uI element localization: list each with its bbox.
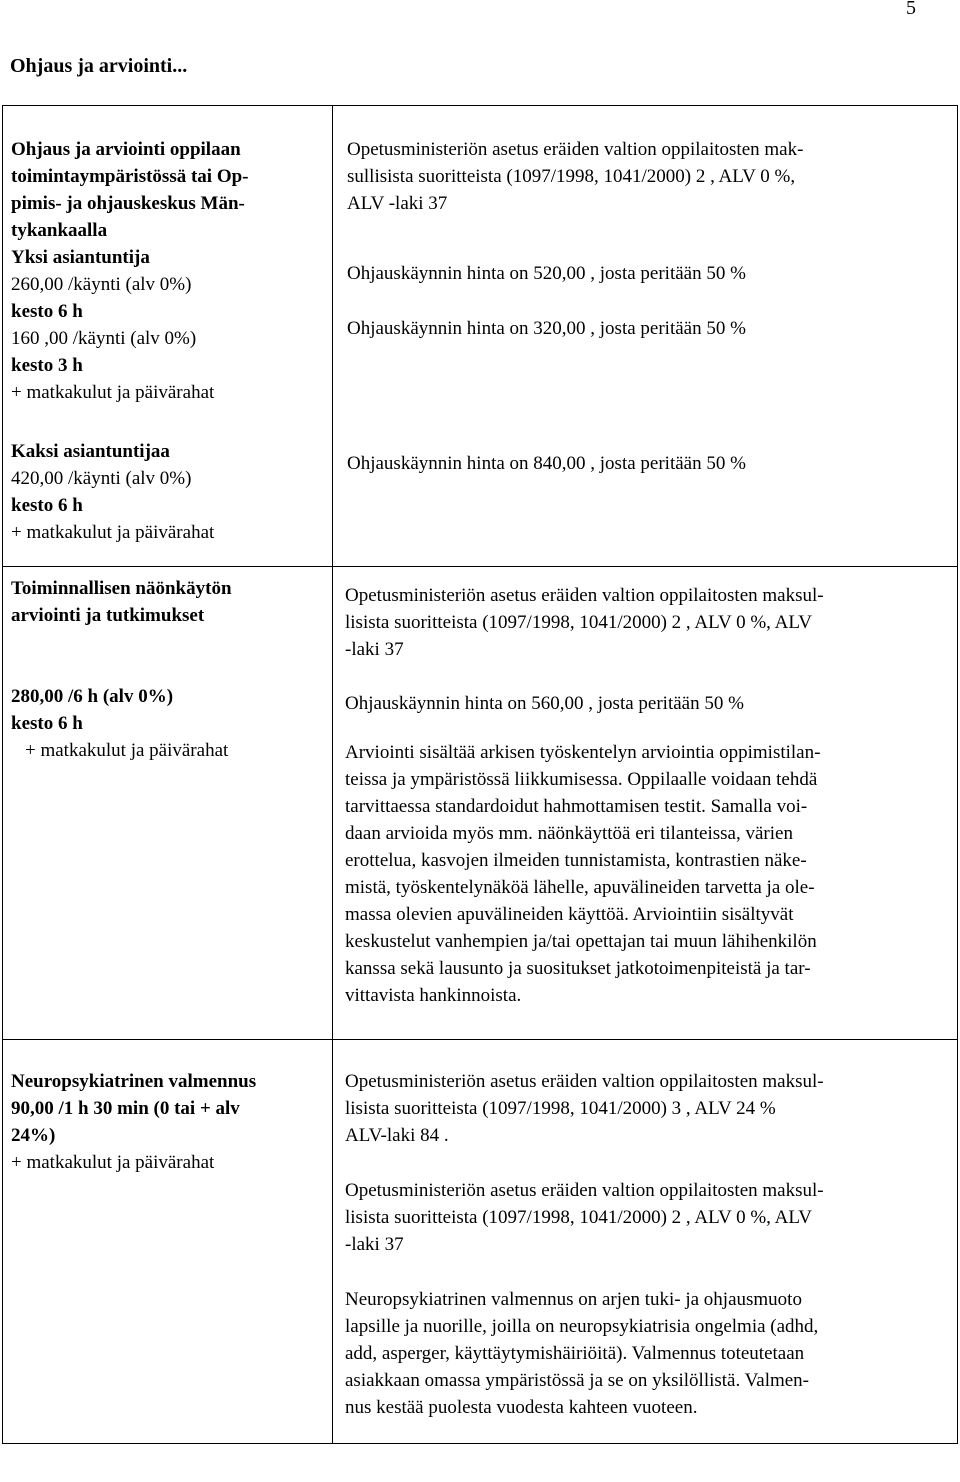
price-note: Ohjauskäynnin hinta on 840,00 , josta peritään 50 % [347,453,746,474]
table-row [3,106,958,567]
one-expert-label: Yksi asiantuntija [11,247,150,268]
price-line: 280,00 /6 h (alv 0%) [11,686,174,707]
decree-line: Opetusministeriön asetus eräiden valtion oppilaitosten maksul- [345,1180,824,1201]
service-price-table [2,105,958,1444]
price-note: Ohjauskäynnin hinta on 560,00 , josta peritään 50 % [345,693,744,714]
description-line: asiakkaan omassa ympäristössä ja se on yksilöllistä. Valmen- [345,1370,810,1391]
info-cell-neuropsychiatric [333,1040,958,1444]
title-line: toimintaympäristössä tai Op- [11,166,249,187]
description-line: keskustelut vanhempien ja/tai opettajan tai muun lähihenkilön [345,931,817,952]
service-cell-guidance [3,106,333,567]
extras-line: + matkakulut ja päivärahat [11,522,215,543]
description-line: daan arvioida myös mm. näönkäyttöä eri tilanteissa, värien [345,823,793,844]
decree-line: sullisista suoritteista (1097/1998, 1041/2000) 2 , ALV 0 %, [347,166,796,187]
description-line: kanssa sekä lausunto ja suositukset jatkotoimenpiteistä ja tar- [345,958,811,979]
title-line: pimis- ja ohjauskeskus Män- [11,193,245,214]
price-line: 260,00 /käynti (alv 0%) [11,274,192,295]
description-line: tarvittaessa standardoidut hahmottamisen testit. Samalla voi- [345,796,808,817]
price-line: 24%) [11,1125,56,1146]
extras-line: + matkakulut ja päivärahat [25,740,229,761]
description-line: mistä, työskentelynäköä lähelle, apuvälineiden tarvetta ja ole- [345,877,815,898]
description-line: nus kestää puolesta vuodesta kahteen vuoteen. [345,1397,698,1418]
extras-line: + matkakulut ja päivärahat [11,1152,215,1173]
price-note: Ohjauskäynnin hinta on 520,00 , josta peritään 50 % [347,263,746,284]
duration-line: kesto 6 h [11,713,83,734]
decree-line: Opetusministeriön asetus eräiden valtion oppilaitosten maksul- [345,585,824,606]
page-number: 5 [906,0,916,19]
duration-line: kesto 6 h [11,495,83,516]
duration-line: kesto 6 h [11,301,83,322]
info-cell-vision-assessment [333,567,958,1040]
decree-line: Opetusministeriön asetus eräiden valtion oppilaitosten maksul- [345,1071,824,1092]
two-experts-label: Kaksi asiantuntijaa [11,441,170,462]
service-title [11,575,322,629]
decree-line: lisista suoritteista (1097/1998, 1041/2000) 2 , ALV 0 %, ALV [345,1207,812,1228]
decree-line: lisista suoritteista (1097/1998, 1041/2000) 2 , ALV 0 %, ALV [345,612,812,633]
decree-line: -laki 37 [345,639,404,660]
title-line: Ohjaus ja arviointi oppilaan [11,139,241,160]
table-row [3,1040,958,1444]
description-line: lapsille ja nuorille, joilla on neuropsykiatrisia ongelmia (adhd, [345,1316,819,1337]
assessment-description [345,739,949,1009]
title-line: tykankaalla [11,220,108,241]
duration-line: kesto 3 h [11,355,83,376]
service-cell-vision-assessment [3,567,333,1040]
description-line: Neuropsykiatrinen valmennus on arjen tuki- ja ohjausmuoto [345,1289,802,1310]
info-cell-guidance [333,106,958,567]
coaching-description [345,1286,949,1421]
extras-line: + matkakulut ja päivärahat [11,382,215,403]
price-line: 420,00 /käynti (alv 0%) [11,468,192,489]
description-line: add, asperger, käyttäytymishäiriöitä). Valmennus toteutetaan [345,1343,805,1364]
decree-line: -laki 37 [345,1234,404,1255]
decree-line: ALV-laki 84 . [345,1125,449,1146]
description-line: erottelua, kasvojen ilmeiden tunnistamista, kontrastien näke- [345,850,807,871]
service-cell-neuropsychiatric [3,1040,333,1444]
service-title: Neuropsykiatrinen valmennus [11,1071,257,1092]
title-line: Toiminnallisen näönkäytön [11,578,232,599]
decree-line: lisista suoritteista (1097/1998, 1041/2000) 3 , ALV 24 % [345,1098,776,1119]
section-heading: Ohjaus ja arviointi... [10,55,188,77]
description-line: vittavista hankinnoista. [345,985,522,1006]
description-line: Arviointi sisältää arkisen työskentelyn arviointia oppimistilan- [345,742,821,763]
decree-line: ALV -laki 37 [347,193,448,214]
table-row [3,567,958,1040]
price-line: 90,00 /1 h 30 min (0 tai + alv [11,1098,240,1119]
service-title [11,136,322,244]
price-line: 160 ,00 /käynti (alv 0%) [11,328,197,349]
description-line: massa olevien apuvälineiden käyttöä. Arviointiin sisältyvät [345,904,794,925]
description-line: teissa ja ympäristössä liikkumisessa. Oppilaalle voidaan tehdä [345,769,818,790]
price-note: Ohjauskäynnin hinta on 320,00 , josta peritään 50 % [347,318,746,339]
title-line: arviointi ja tutkimukset [11,605,205,626]
decree-line: Opetusministeriön asetus eräiden valtion oppilaitosten mak- [347,139,804,160]
